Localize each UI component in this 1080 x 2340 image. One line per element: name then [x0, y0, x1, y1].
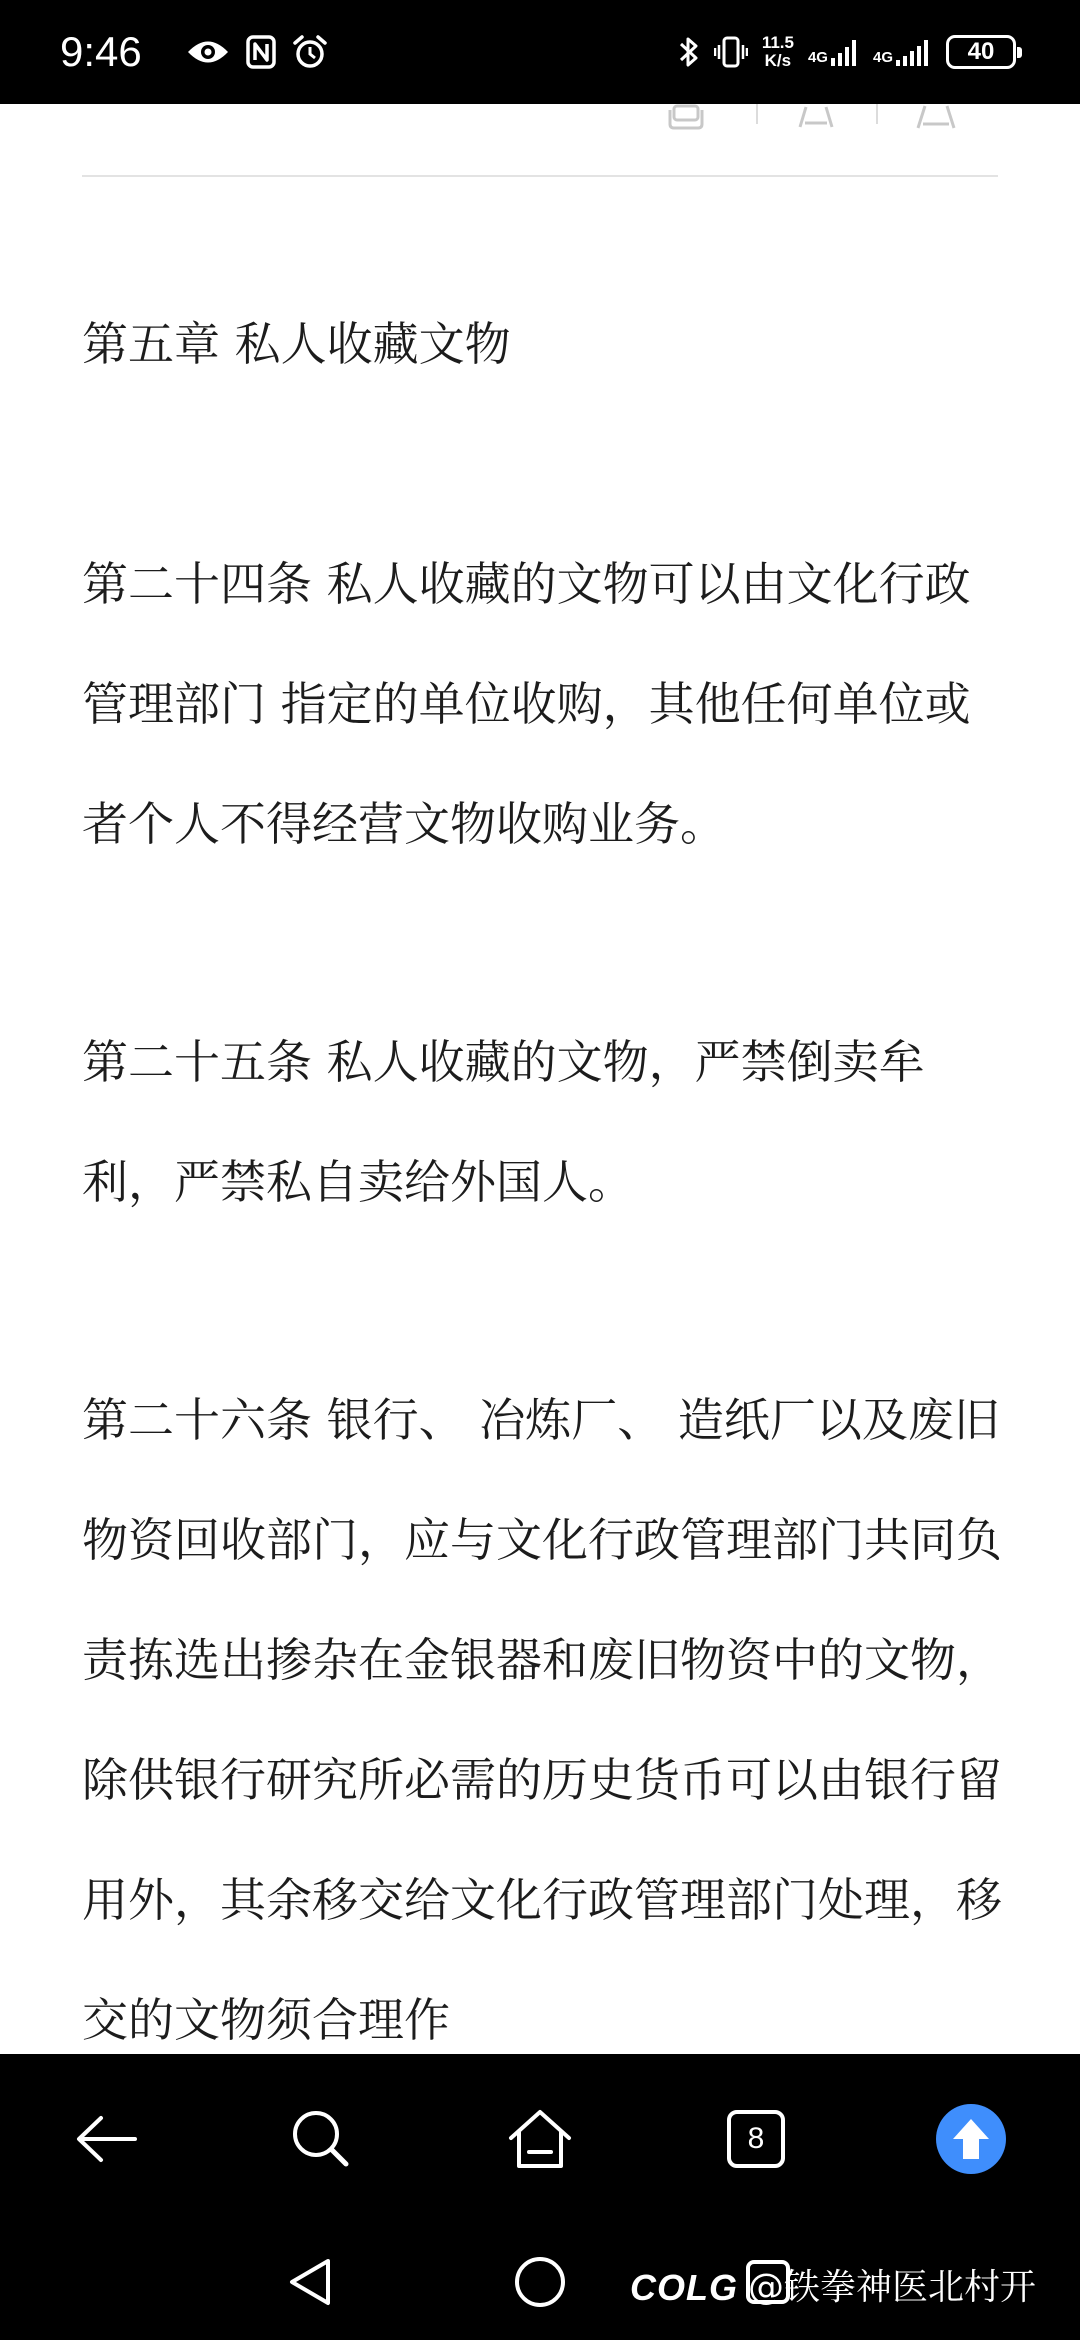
nav-home-button[interactable]: [508, 2250, 572, 2314]
sim2-network-tag: 4G: [872, 49, 893, 66]
nfc-icon: [246, 35, 276, 69]
search-button[interactable]: [278, 2096, 364, 2182]
scroll-up-icon: [936, 2104, 1006, 2174]
network-speed-unit: K/s: [764, 51, 792, 70]
eye-icon: [186, 37, 230, 67]
tabs-button[interactable]: [713, 2096, 799, 2182]
nav-back-button[interactable]: [278, 2250, 342, 2314]
signal-icon: [896, 38, 932, 66]
nav-back-icon: [286, 2255, 334, 2309]
scroll-to-top-button[interactable]: [928, 2096, 1014, 2182]
tab-count: 8: [747, 2122, 765, 2155]
browser-bottom-bar: [0, 2054, 1080, 2224]
battery-icon: [946, 35, 1016, 69]
home-button[interactable]: [497, 2096, 583, 2182]
watermark: [630, 2266, 1036, 2310]
nav-home-icon: [513, 2255, 567, 2309]
status-time: 9:46: [60, 28, 142, 75]
status-left-icons: [186, 30, 328, 74]
font-decrease-icon[interactable]: [796, 104, 836, 132]
chapter-title: 第五章 私人收藏文物: [82, 317, 511, 371]
status-right-icons: [678, 28, 1016, 76]
share-icon[interactable]: [664, 104, 708, 132]
alarm-icon: [292, 34, 328, 70]
system-navigation-bar: [0, 2224, 1080, 2340]
arrow-up-icon: [951, 2117, 991, 2161]
content-area[interactable]: [0, 104, 1080, 2054]
watermark-text: @铁拳神医北村开: [748, 2267, 1037, 2308]
article-body: [82, 314, 1002, 2054]
bluetooth-icon: [678, 34, 700, 70]
status-bar: [0, 0, 1080, 104]
home-icon: [507, 2108, 573, 2170]
article-paragraph: 第二十四条 私人收藏的文物可以由文化行政管理部门 指定的单位收购，其他任何单位或者个人不得经营文物收购业务。: [82, 557, 971, 851]
article-paragraph: 第二十五条 私人收藏的文物，严禁倒卖牟利，严禁私自卖给外国人。: [82, 1035, 925, 1209]
network-speed-value: 11.5: [761, 33, 794, 52]
font-increase-icon[interactable]: [914, 104, 958, 132]
battery-level: 40: [967, 38, 995, 65]
signal-icon: [831, 38, 859, 66]
back-icon: [75, 2114, 139, 2164]
back-button[interactable]: [64, 2096, 150, 2182]
sim2-signal: [873, 38, 932, 66]
sim1-signal: [808, 38, 859, 66]
watermark-logo: COLG: [630, 2267, 738, 2308]
toolbar-separator: [876, 104, 878, 124]
vibrate-icon: [714, 35, 748, 69]
tabs-icon: [727, 2110, 785, 2168]
article-toolbar: [0, 104, 1080, 132]
network-speed: [762, 34, 794, 70]
header-divider: [82, 175, 998, 177]
sim1-network-tag: 4G: [807, 49, 828, 66]
toolbar-separator: [756, 104, 758, 124]
article-paragraph: 第二十六条 银行、 冶炼厂、 造纸厂以及废旧物资回收部门，应与文化行政管理部门共同负责拣选出掺杂在金银器和废旧物资中的文物，除供银行研究所必需的历史货币可以由银行留用外，其余移交给文化行政管理部门处理，移交的文物须合理作: [82, 1393, 1002, 2047]
search-icon: [290, 2108, 352, 2170]
